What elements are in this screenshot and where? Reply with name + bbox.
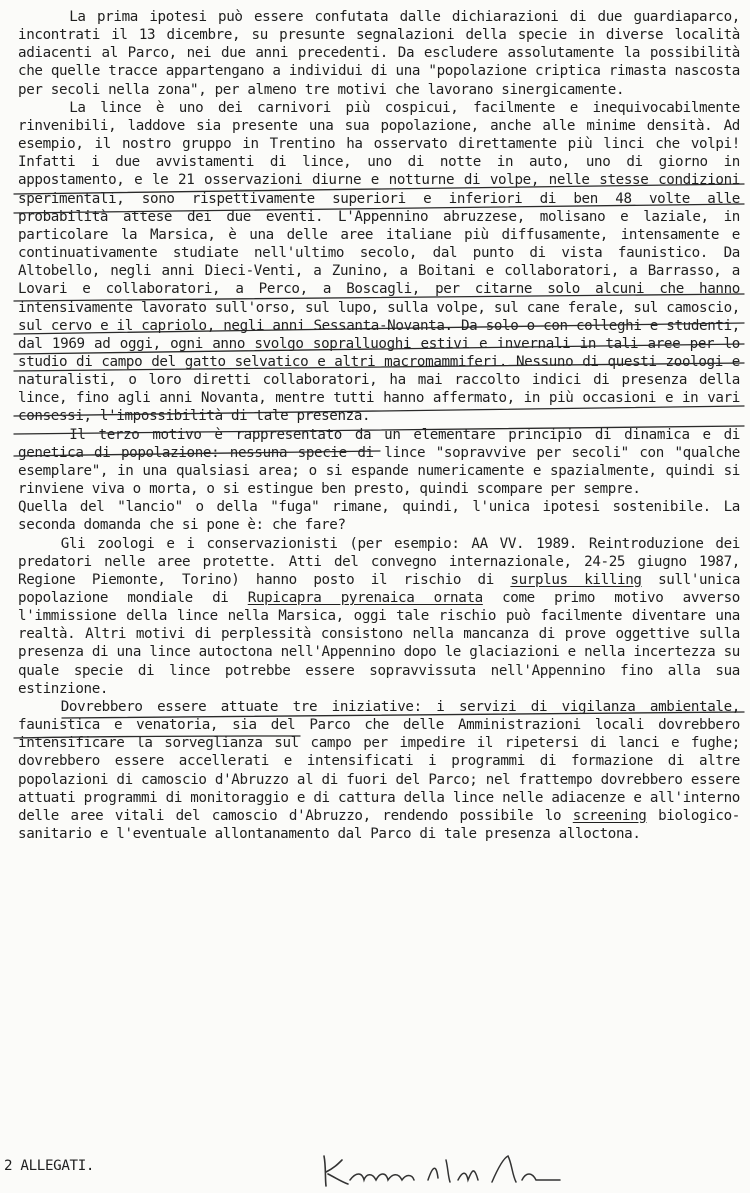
paragraph-text: La lince è uno dei carnivori più cospicui, facilmente e inequivocabilmente rinvenibili, laddove sia presente una sua popolazione, anche alle minime densità. Ad esempio, il nostro gruppo in Trentino ha osservato direttamente più linci che volpi! Infatti i due avvistamenti di lince, uno di notte in auto, uno di giorno in appostamento, e le 21 osservazioni diurne e notturne di volpe, nelle stesse condizioni sperimentali, sono rispettivamente superiori e inferiori di ben 48 volte alle probabilità attese dei due eventi. L'Appennino abruzzese, molisano e laziale, in particolare la Marsica, è una delle aree italiane più diffusamente, intensamente e continuativamente studiate nell'ultimo secolo, dal punto di vista faunistico. Da Altobello, negli anni Dieci-Venti, a Zunino, a Boitani e collaboratori, a Barrasso, a Lovari e collaboratori, a Perco, a Boscagli, per citarne solo alcuni che hanno intensivamente lavorato sull'orso, sul lupo, sulla volpe, sul cane ferale, sul camoscio, sul cervo e il capriolo, negli anni Sessanta-Novanta. Da solo o con colleghi e studenti, dal 1969 ad oggi, ogni anno svolgo sopralluoghi estivi e invernali in tali aree per lo studio di campo del gatto selvatico e altri macromammiferi. Nessuno di questi zoologi e naturalisti, o loro diretti collaboratori, ha mai raccolto indici di presenza della lince, fino agli anni Novanta, mentre tutti hanno affermato, in più occasioni e in vari consessi, l'impossibilità di tale presenza. bbox=[18, 99, 740, 425]
paragraph bbox=[18, 698, 740, 843]
paragraph-text: sull'unica popolazione mondiale di bbox=[18, 571, 741, 606]
paragraph bbox=[18, 426, 740, 499]
attachments-label: 2 ALLEGATI. bbox=[4, 1158, 95, 1174]
paragraph bbox=[18, 99, 740, 426]
paragraph bbox=[18, 8, 740, 99]
paragraph-text: Gli zoologi e i conservazionisti (per esempio: AA VV. 1989. Reintroduzione dei predatori nelle aree protette. Atti del convegno internazionale, 24-25 giugno 1987, Regione Piemonte, Torino) hanno posto il rischio di bbox=[18, 535, 740, 588]
paragraph-text: La prima ipotesi può essere confutata dalle dichiarazioni di due guardiaparco, incontrati il 13 dicembre, su presunte segnalazioni della specie in diverse località adiacenti al Parco, nei due anni precedenti. Da escludere assolutamente la possibilità che quelle tracce appartengano a individui di una "popolazione criptica rimasta nascosta per secoli nella zona", per almeno tre motivi che lavorano sinergicamente. bbox=[18, 9, 740, 98]
paragraph-text: Il terzo motivo è rappresentato da un elementare principio di dinamica e di genetica di popolazione: nessuna specie di lince "sopravvive per secoli" con "qualche esemplare", in una qualsiasi area; o si espande numericamente e spazialmente, quindi si rinviene viva o morta, o si estingue ben presto, quindi scompare per sempre. bbox=[18, 426, 740, 498]
paragraph-text: biologico-sanitario e l'eventuale allontanamento dal Parco di tale presenza alloctona. bbox=[18, 807, 740, 843]
paragraph bbox=[18, 535, 740, 698]
underlined-text: Rupicapra pyrenaica ornata bbox=[247, 590, 483, 606]
paragraph-text: Quella del "lancio" o della "fuga" rimane, quindi, l'unica ipotesi sostenibile. La seconda domanda che si pone è: che fare? bbox=[18, 499, 740, 534]
paragraph bbox=[18, 498, 740, 534]
paragraph-text: come primo motivo avverso l'immissione della lince nella Marsica, oggi tale rischio può facilmente diventare una realtà. Altri motivi di perplessità consistono nella mancanza di prove oggettive sulla presenza di una lince autoctona nell'Appennino dopo le glaciazioni e nella incertezza su quale specie di lince potrebbe essere sopravvissuta nell'Appennino fino alla sua estinzione. bbox=[18, 590, 740, 697]
underlined-text: screening bbox=[572, 807, 647, 824]
paragraph-text: Dovrebbero essere attuate tre iniziative: i servizi di vigilanza ambientale, faunistica e venatoria, sia del Parco che delle Amministrazioni locali dovrebbero intensificare la sorveglianza sul campo per impedire il ripetersi di lanci e fughe; dovrebbero essere accellerati e intensificati i programmi di formazione di altre popolazioni di camoscio d'Abruzzo al di fuori del Parco; nel frattempo dovrebbero essere attuati programmi di monitoraggio e di cattura della lince nelle adiacenze e all'interno delle aree vitali del camoscio d'Abruzzo, rendendo possibile lo bbox=[18, 698, 740, 824]
document-body bbox=[18, 8, 740, 843]
underlined-text: surplus killing bbox=[510, 571, 642, 588]
handwritten-signature bbox=[316, 1150, 616, 1190]
